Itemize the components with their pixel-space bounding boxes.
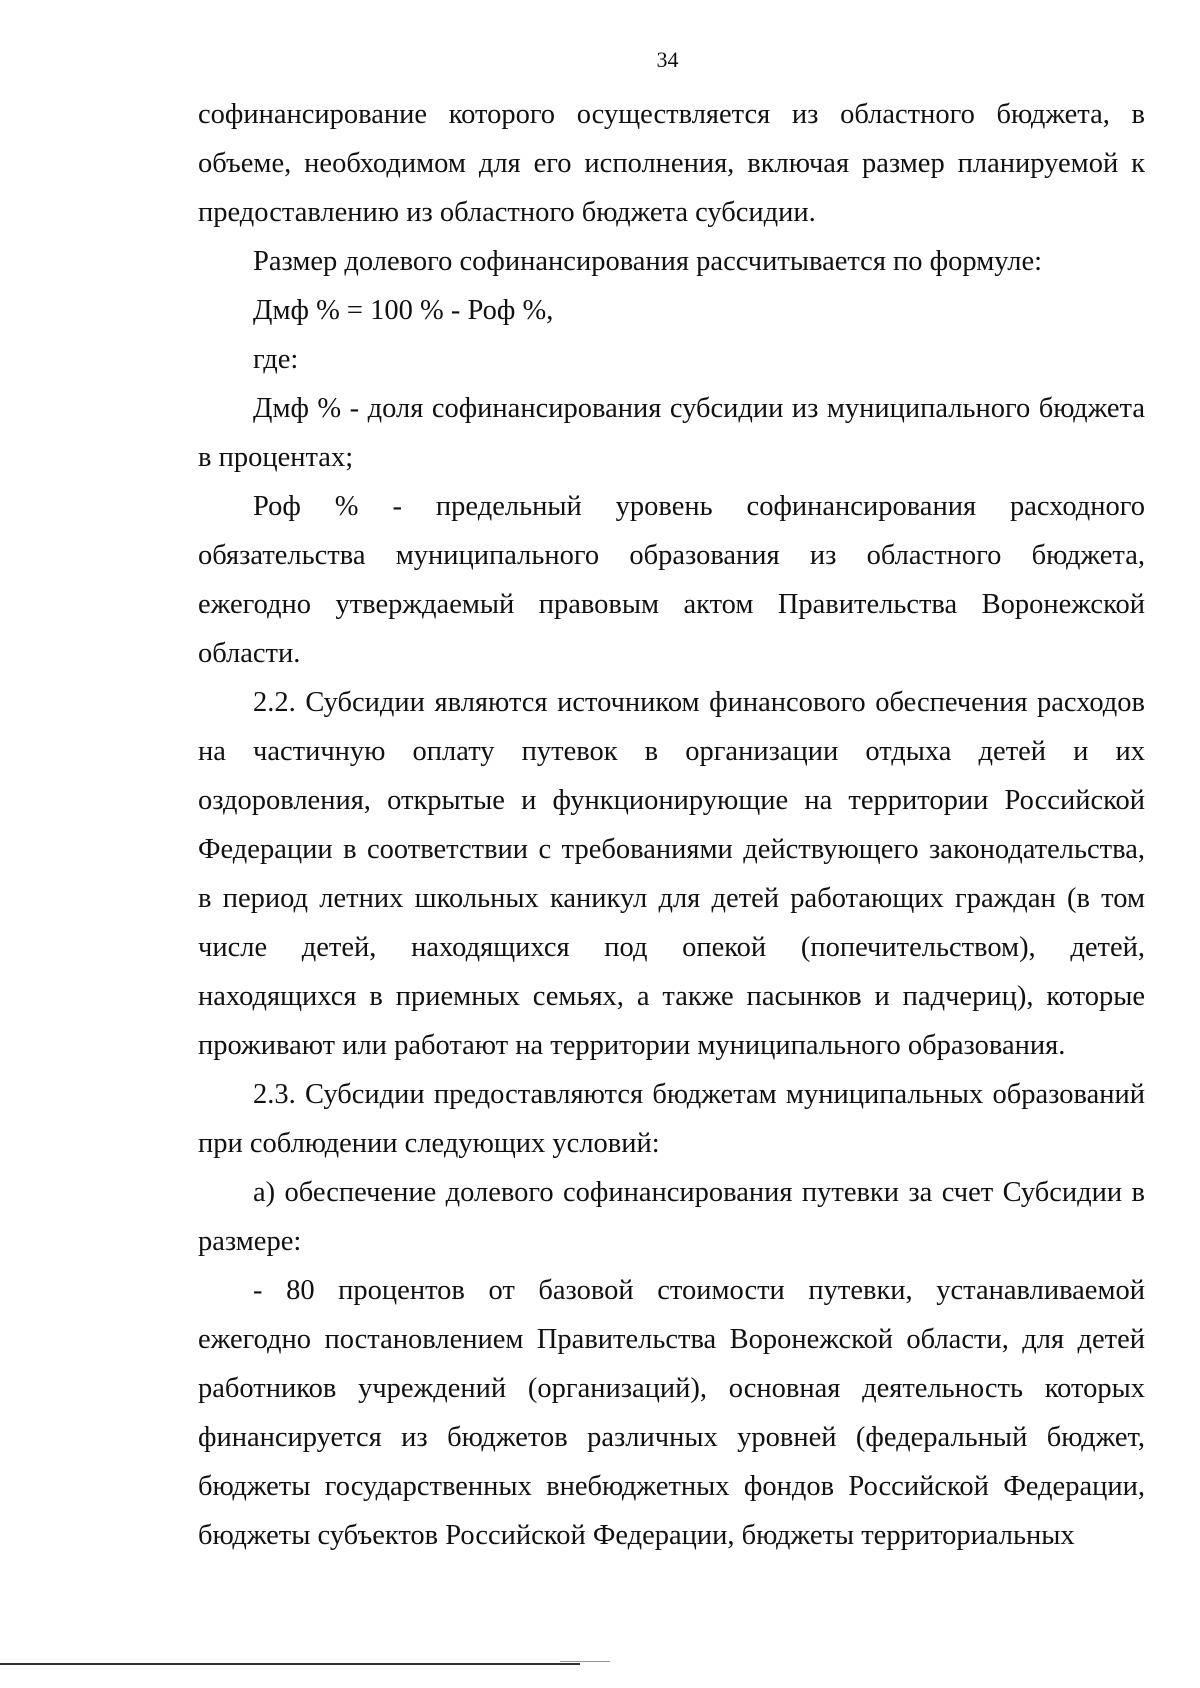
bottom-rule bbox=[0, 1663, 580, 1665]
formula-intro: Размер долевого софинансирования рассчитывается по формуле: bbox=[253, 246, 1043, 277]
clause-2-3-a-item: - 80 процентов от базовой стоимости путевки, устанавливаемой ежегодно постановлением Правительства Воронежской области, для детей работников учреждений (организаций), основная деятельность которых финансируется из бюджетов различных уровней (федеральный бюджет, бюджеты государственных внебюджетных фондов Российской Федерации, бюджеты субъектов Российской Федерации, бюджеты территориальных bbox=[198, 1275, 1145, 1551]
document-body bbox=[198, 90, 1145, 1560]
bottom-rule-faint bbox=[560, 1661, 610, 1662]
clause-2-3-a: а) обеспечение долевого софинансирования путевки за счет Субсидии в размере: bbox=[198, 1177, 1145, 1257]
formula: Дмф % = 100 % - Роф %, bbox=[253, 295, 554, 326]
paragraph-continuation: софинансирование которого осуществляется из областного бюджета, в объеме, необходимом для его исполнения, включая размер планируемой к предоставлению из областного бюджета субсидии. bbox=[198, 99, 1145, 228]
formula-term-rof: Роф % - предельный уровень софинансирования расходного обязательства муниципального образования из областного бюджета, ежегодно утверждаемый правовым актом Правительства Воронежской области. bbox=[198, 491, 1145, 669]
clause-2-3: 2.3. Субсидии предоставляются бюджетам муниципальных образований при соблюдении следующих условий: bbox=[198, 1079, 1145, 1159]
page-number: 34 bbox=[656, 47, 679, 72]
formula-term-dmf: Дмф % - доля софинансирования субсидии из муниципального бюджета в процентах; bbox=[198, 393, 1145, 473]
formula-where: где: bbox=[253, 344, 299, 375]
clause-2-2: 2.2. Субсидии являются источником финансового обеспечения расходов на частичную оплату путевок в организации отдыха детей и их оздоровления, открытые и функционирующие на территории Российской Федерации в соответствии с требованиями действующего законодательства, в период летних школьных каникул для детей работающих граждан (в том числе детей, находящихся под опекой (попечительством), детей, находящихся в приемных семьях, а также пасынков и падчериц), которые проживают или работают на территории муниципального образования. bbox=[198, 687, 1145, 1061]
